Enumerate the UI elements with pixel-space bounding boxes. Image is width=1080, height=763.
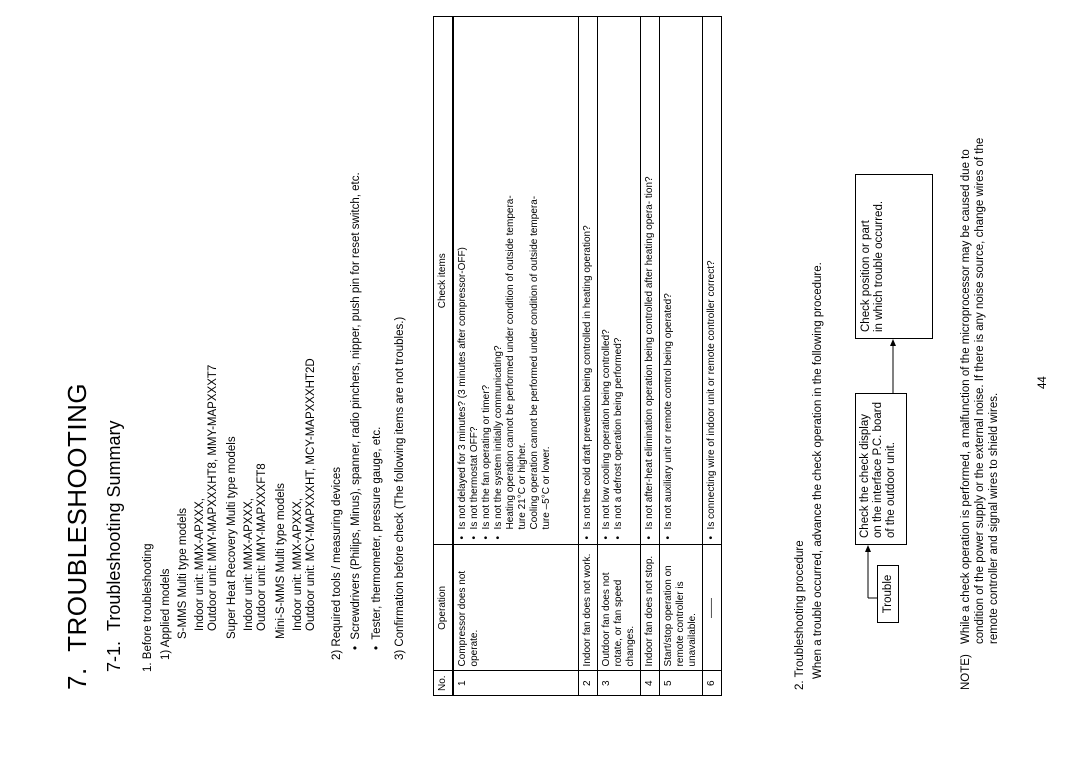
- check-note: ture 21°C or higher.: [517, 442, 528, 530]
- row-number: 2: [579, 671, 598, 696]
- flow-step-trouble: Trouble: [877, 565, 899, 623]
- row-operation: Outdoor fan does not rotate, or fan speed changes.: [598, 545, 641, 671]
- row-number: 5: [660, 671, 703, 696]
- flow-step-line: in which trouble occurred.: [873, 200, 885, 332]
- tools-item-text: Screwdrivers (Philips, Minus), spanner, radio pinchers, nipper, push pin for reset switch, etc.: [350, 172, 362, 640]
- subsection-number: 7-1.: [104, 640, 124, 672]
- note-label: NOTE): [960, 654, 972, 690]
- section-number: 7.: [62, 667, 92, 690]
- check-item: • Is not the system initially communicating?: [493, 21, 505, 540]
- check-item: • Is connecting wire of indoor unit or remote controller correct?: [706, 21, 718, 540]
- note-line: While a check operation is performed, a malfunction of the microprocessor may be caused due to: [960, 149, 972, 644]
- note-line: remote controller and signal wires to shield wires.: [988, 392, 1000, 644]
- subsection-title: Troubleshooting Summary: [104, 420, 124, 631]
- flow-step-line: Check position or part: [860, 220, 872, 332]
- model-group-title: Mini-S-MMS Multi type models: [275, 483, 287, 639]
- row-operation: ——: [703, 545, 722, 671]
- check-item: • Is not thermostat OFF?: [469, 21, 481, 540]
- check-item: • Is not a defrost operation being performed?: [613, 21, 625, 540]
- procedure-intro: When a trouble occurred, advance the check operation in the following procedure.: [812, 262, 824, 679]
- model-line: Indoor unit: MMX-APXXX,: [194, 498, 206, 631]
- tools-title: 2) Required tools / measuring devices: [331, 466, 343, 660]
- header-check-items: Check items: [434, 17, 454, 545]
- procedure-title: 2. Troubleshooting procedure: [794, 540, 806, 690]
- check-note: Cooling operation cannot be performed under condition of outside tempera-: [529, 195, 540, 530]
- row-number: 1: [453, 671, 579, 696]
- note-line: condition of the power supply or the external noise. If there is any noise source, change wires of the: [974, 137, 986, 644]
- before-troubleshooting-title: 1. Before troubleshooting: [142, 543, 154, 672]
- row-number: 6: [703, 671, 722, 696]
- section-title: TROUBLESHOOTING: [62, 382, 92, 652]
- model-group-title: S-MMS Multi type models: [177, 507, 189, 639]
- row-operation: Indoor fan does not work.: [579, 545, 598, 671]
- model-line: Outdoor unit: MMY-MAPXXXFT8: [256, 463, 268, 631]
- row-operation: Indoor fan does not stop.: [641, 545, 660, 671]
- flow-arrowhead: [890, 339, 896, 346]
- check-note: ture –5°C or lower.: [541, 446, 552, 530]
- check-item: • Is not delayed for 3 minutes? (3 minutes after compressor-OFF): [457, 21, 469, 540]
- flow-step-line: Check the check display: [859, 413, 871, 538]
- model-group-title: Super Heat Recovery Multi type models: [226, 436, 238, 639]
- tools-item: • Tester, thermometer, pressure gauge, etc.: [371, 426, 383, 650]
- model-line: Outdoor unit: MCY-MAPXXXHT, MCY-MAPXXXHT2D: [305, 358, 317, 631]
- row-operation: Compressor does not operate.: [453, 545, 579, 671]
- page-number: 44: [1037, 376, 1049, 389]
- check-item: • Is not auxiliary unit or remote control being operated?: [663, 21, 675, 540]
- check-item: • Is not after-heat elimination operation being controlled after heating opera- tion?: [644, 21, 656, 540]
- flow-step-line: of the outdoor unit.: [885, 442, 897, 538]
- flow-arrowhead: [865, 545, 871, 552]
- tools-item: • Screwdrivers (Philips, Minus), spanner, radio pinchers, nipper, push pin for reset switch, etc.: [350, 172, 362, 650]
- confirmation-title: 3) Confirmation before check (The following items are not troubles.): [394, 316, 406, 660]
- row-number: 4: [641, 671, 660, 696]
- check-note: Heating operation cannot be performed under condition of outside tempera-: [505, 195, 516, 530]
- flow-step-line: on the interface P.C. board: [872, 402, 884, 538]
- model-line: Indoor unit: MMX-APXXX,: [292, 498, 304, 631]
- check-item: • Is not low cooling operation being controlled?: [601, 21, 613, 540]
- model-line: Indoor unit: MMX-APXXX,: [243, 498, 255, 631]
- header-no: No.: [434, 671, 454, 696]
- model-line: Outdoor unit: MMY-MAPXXXHT8, MMY-MAPXXXT7: [207, 364, 219, 631]
- tools-item-text: Tester, thermometer, pressure gauge, etc.: [371, 426, 383, 640]
- header-operation: Operation: [434, 545, 454, 671]
- check-item: • Is not the cold draft prevention being controlled in heating operation?: [582, 21, 594, 540]
- row-number: 3: [598, 671, 641, 696]
- check-item: • Is not the fan operating or timer?: [481, 21, 493, 540]
- row-operation: Start/stop operation on remote controller is unavailable.: [660, 545, 703, 671]
- applied-models-title: 1) Applied models: [160, 568, 172, 660]
